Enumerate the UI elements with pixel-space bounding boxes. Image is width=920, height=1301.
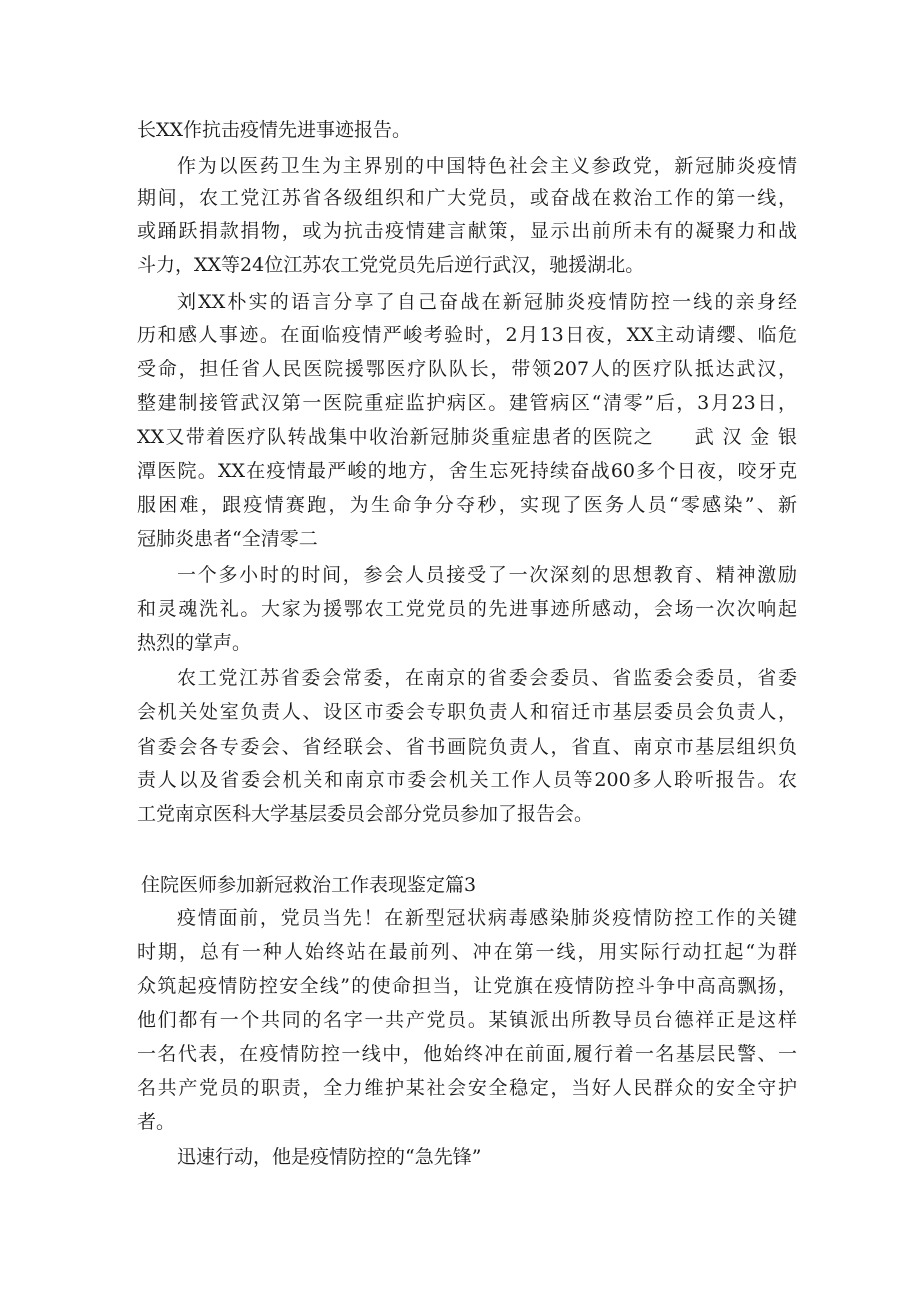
paragraph-line: 冠肺炎患者“全清零二: [137, 528, 318, 550]
paragraph-line: 整建制接管武汉第一医院重症监护病区。建管病区“清零”后，3月23日，: [137, 392, 797, 414]
paragraph-line: 长XX作抗击疫情先进事迹报告。: [137, 119, 412, 141]
paragraph-line: 工党南京医科大学基层委员会部分党员参加了报告会。: [137, 803, 594, 825]
paragraph-line: 历和感人事迹。在面临疫情严峻考验时，2月13日夜，XX主动请缨、临危: [137, 324, 797, 346]
paragraph-line: 疫情面前，党员当先！在新型冠状病毒感染肺炎疫情防控工作的关键: [177, 907, 797, 929]
paragraph-line: 一名代表，在疫情防控一线中，他始终冲在前面,履行着一名基层民警、一: [137, 1043, 797, 1065]
paragraph-line: 名共产党员的职责，全力维护某社会安全稳定，当好人民群众的安全守护: [137, 1077, 797, 1099]
paragraph-line: 服困难，跟疫情赛跑，为生命争分夺秒，实现了医务人员“零感染”、新: [137, 494, 797, 516]
section-heading: 住院医师参加新冠救治工作表现鉴定篇3: [141, 874, 477, 896]
paragraph-line: 责人以及省委会机关和南京市委会机关工作人员等200多人聆听报告。农: [137, 769, 797, 791]
paragraph-line: 时期，总有一种人始终站在最前列、冲在第一线，用实际行动扛起“为群: [137, 941, 797, 963]
paragraph-line: 刘XX朴实的语言分享了自己奋战在新冠肺炎疫情防控一线的亲身经: [177, 291, 797, 313]
paragraph-line: 作为以医药卫生为主界别的中国特色社会主义参政党，新冠肺炎疫情: [177, 155, 797, 177]
paragraph-line: 斗力，XX等24位江苏农工党党员先后逆行武汉，驰援湖北。: [137, 254, 645, 276]
paragraph-line: 会机关处室负责人、设区市委会专职负责人和宿迁市基层委员会负责人，: [137, 701, 797, 723]
paragraph-line: 潭医院。XX在疫情最严峻的地方，舍生忘死持续奋战60多个日夜，咬牙克: [137, 460, 797, 482]
paragraph-line: 和灵魂洗礼。大家为援鄂农工党党员的先进事迹所感动，会场一次次响起: [137, 598, 797, 620]
paragraph-line: XX又带着医疗队转战集中收治新冠肺炎重症患者的医院之 武 汉 金 银: [137, 426, 797, 448]
paragraph-line: 期间，农工党江苏省各级组织和广大党员，或奋战在救治工作的第一线，: [137, 187, 797, 209]
paragraph-line: 农工党江苏省委会常委，在南京的省委会委员、省监委会委员，省委: [177, 667, 797, 689]
paragraph-line: 众筑起疫情防控安全线”的使命担当，让党旗在疫情防控斗争中高高飘扬，: [137, 975, 797, 997]
paragraph-line: 一个多小时的时间，参会人员接受了一次深刻的思想教育、精神激励: [177, 564, 797, 586]
paragraph-line: 者。: [137, 1111, 176, 1133]
paragraph-line: 他们都有一个共同的名字一共产党员。某镇派出所教导员台德祥正是这样: [137, 1009, 797, 1031]
paragraph-line: 或踊跃捐款捐物，或为抗击疫情建言献策，显示出前所未有的凝聚力和战: [137, 220, 797, 242]
paragraph-line: 省委会各专委会、省经联会、省书画院负责人，省直、南京市基层组织负: [137, 736, 797, 758]
paragraph-line: 受命，担任省人民医院援鄂医疗队队长，带领207人的医疗队抵达武汉，: [137, 358, 797, 380]
paragraph-line: 迅速行动，他是疫情防控的“急先锋”: [177, 1146, 482, 1168]
paragraph-line: 热烈的掌声。: [137, 632, 252, 654]
